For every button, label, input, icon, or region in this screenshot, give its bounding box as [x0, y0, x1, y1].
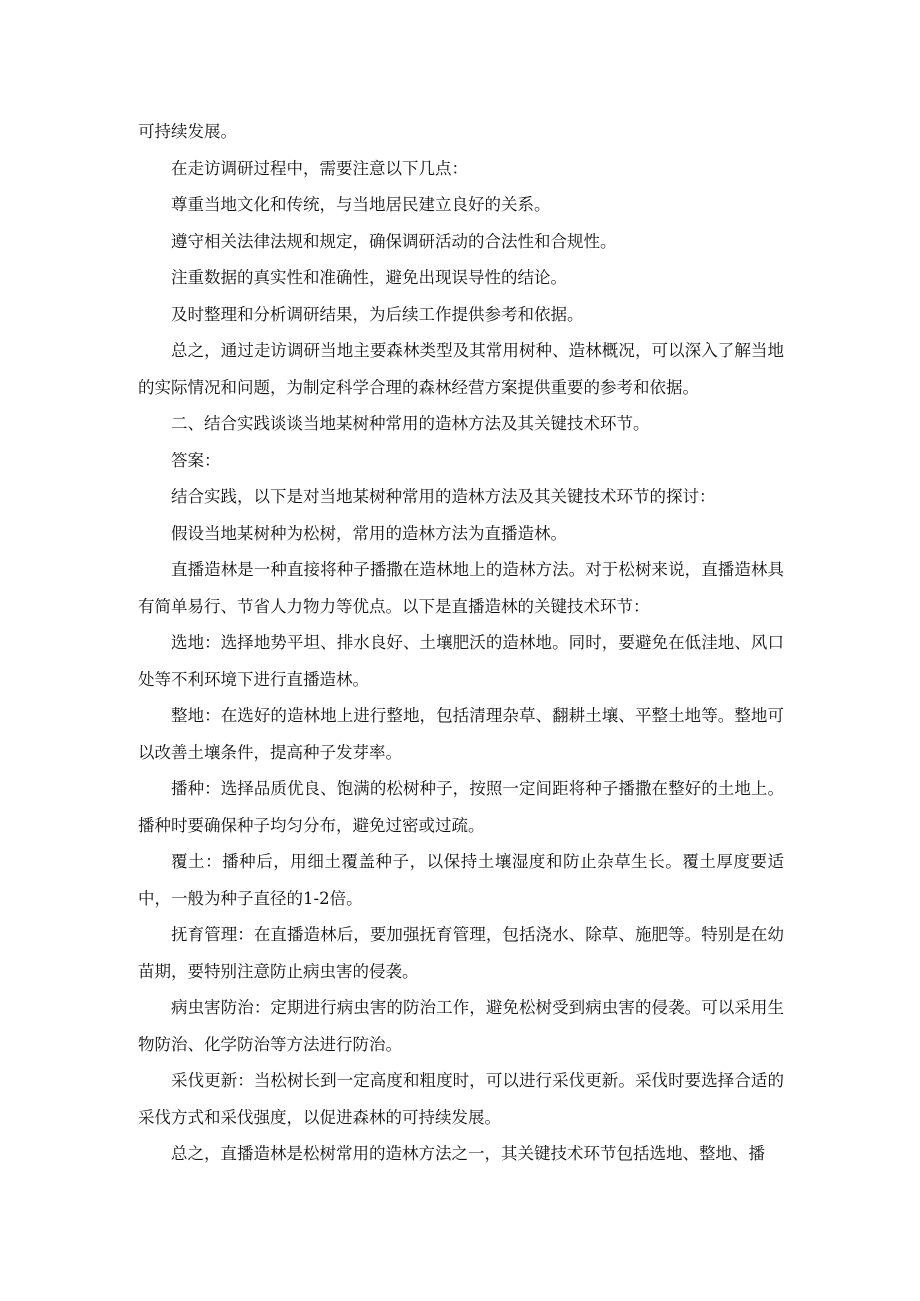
paragraph: 结合实践，以下是对当地某树种常用的造林方法及其关键技术环节的探讨： — [171, 487, 716, 506]
paragraph: 直播造林是一种直接将种子播撒在造林地上的造林方法。对于松树来说，直播造林具有简单易行、节省人力物力等优点。以下是直播造林的关键技术环节： — [138, 560, 784, 616]
paragraph: 尊重当地文化和传统，与当地居民建立良好的关系。 — [171, 195, 551, 214]
paragraph: 整地：在选好的造林地上进行整地，包括清理杂草、翻耕土壤、平整土地等。整地可以改善土壤条件，提高种子发芽率。 — [138, 706, 784, 762]
paragraph: 遵守相关法律法规和规定，确保调研活动的合法性和合规性。 — [171, 231, 617, 251]
paragraph: 注重数据的真实性和准确性，避免出现误导性的结论。 — [171, 268, 567, 287]
paragraph: 覆土：播种后，用细土覆盖种子，以保持土壤湿度和防止杂草生长。覆土厚度要适中，一般为种子直径的1-2倍。 — [138, 852, 784, 908]
paragraph: 病虫害防治：定期进行病虫害的防治工作，避免松树受到病虫害的侵袭。可以采用生物防治、化学防治等方法进行防治。 — [138, 998, 784, 1054]
paragraph: 及时整理和分析调研结果，为后续工作提供参考和依据。 — [171, 304, 584, 324]
paragraph: 选地：选择地势平坦、排水良好、土壤肥沃的造林地。同时，要避免在低洼地、风口处等不利环境下进行直播造林。 — [138, 633, 784, 689]
paragraph: 抚育管理：在直播造林后，要加强抚育管理，包括浇水、除草、施肥等。特别是在幼苗期，要特别注意防止病虫害的侵袭。 — [138, 925, 784, 981]
paragraph: 假设当地某树种为松树，常用的造林方法为直播造林。 — [171, 523, 567, 543]
section-heading: 二、结合实践谈谈当地某树种常用的造林方法及其关键技术环节。 — [171, 414, 650, 433]
paragraph: 总之，直播造林是松树常用的造林方法之一，其关键技术环节包括选地、整地、播 — [171, 1144, 765, 1163]
document-body — [138, 114, 784, 1173]
paragraph: 在走访调研过程中，需要注意以下几点： — [171, 158, 468, 178]
answer-label: 答案： — [171, 450, 221, 470]
paragraph: 可持续发展。 — [138, 122, 237, 141]
paragraph: 播种：选择品质优良、饱满的松树种子，按照一定间距将种子播撒在整好的土地上。播种时要确保种子均匀分布，避免过密或过疏。 — [138, 779, 784, 835]
paragraph: 总之，通过走访调研当地主要森林类型及其常用树种、造林概况，可以深入了解当地的实际情况和问题，为制定科学合理的森林经营方案提供重要的参考和依据。 — [138, 341, 784, 397]
paragraph: 采伐更新：当松树长到一定高度和粗度时，可以进行采伐更新。采伐时要选择合适的采伐方式和采伐强度，以促进森林的可持续发展。 — [138, 1071, 784, 1127]
